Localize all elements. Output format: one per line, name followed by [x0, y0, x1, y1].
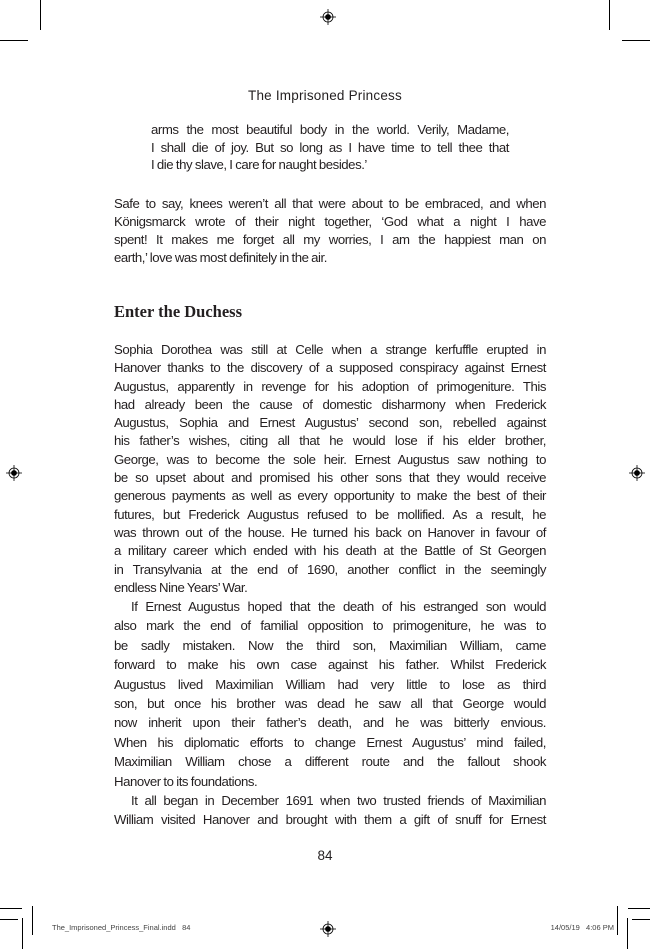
slug-filename: The_Imprisoned_Princess_Final.indd 84 — [52, 923, 191, 932]
text-line: Hanover thanks to the discovery of a supposed conspiracy against Ernest — [114, 360, 546, 376]
text-line: Augustus lived Maximilian William had very little to lose as third — [114, 676, 546, 692]
text-line: a military career which ended with his death at the Battle of St Georgen — [114, 543, 546, 559]
text-line: was thrown out of the house. He turned his back on Hanover in favour of — [114, 524, 546, 540]
text-line: When his diplomatic efforts to change Ernest Augustus’ mind failed, — [114, 734, 546, 750]
text-line: Hanover to its foundations. — [114, 773, 258, 789]
text-line: be so upset about and promised his other sons that they would receive — [114, 470, 546, 486]
text-line: endless Nine Years’ War. — [114, 579, 248, 595]
text-line: had already been the cause of domestic disharmony when Frederick — [114, 396, 546, 412]
running-head: The Imprisoned Princess — [248, 88, 402, 103]
text-line: generous payments as well as every opportunity to make the best of their — [114, 488, 546, 504]
text-line: futures, but Frederick Augustus refused to be mollified. As a result, he — [114, 506, 546, 522]
text-line: earth,’ love was most definitely in the air. — [114, 250, 327, 265]
text-line: now inherit upon their father’s death, and he was bitterly envious. — [114, 715, 546, 731]
text-line: Augustus, Sophia and Ernest Augustus’ second son, rebelled against — [114, 415, 546, 431]
registration-mark-icon — [320, 921, 336, 937]
text-line: Maximilian William chose a different route and the fallout shook — [114, 754, 546, 770]
text-line: George, was to become the sole heir. Ernest Augustus saw nothing to — [114, 451, 546, 467]
text-line: in Transylvania at the end of 1690, another conflict in the seemingly — [114, 561, 546, 577]
paragraph — [114, 597, 546, 830]
text-line: forward to make his own case against his father. Whilst Frederick — [114, 657, 546, 673]
text-line: also mark the end of familial opposition to primogeniture, he was to — [114, 618, 546, 634]
text-line: his father’s wishes, citing all that he would lose if his elder brother, — [114, 433, 546, 449]
registration-mark-icon — [6, 465, 22, 481]
text-line: I shall die of joy. But so long as I have time to tell thee that — [151, 139, 509, 155]
text-line: Königsmarck wrote of their night together, ‘God what a night I have — [114, 214, 546, 229]
section-heading: Enter the Duchess — [114, 302, 243, 321]
text-line: It all began in December 1691 when two trusted friends of Maximilian — [131, 792, 546, 808]
text-line: be sadly mistaken. Now the third son, Maximilian William, came — [114, 637, 546, 653]
slug-timestamp: 14/05/19 4:06 PM — [550, 923, 614, 932]
registration-mark-icon — [629, 465, 645, 481]
text-line: arms the most beautiful body in the world. Verily, Madame, — [151, 122, 509, 137]
text-line: I die thy slave, I care for naught besides.’ — [151, 157, 367, 173]
page-number: 84 — [317, 848, 333, 863]
registration-mark-icon — [320, 9, 336, 25]
block-quote — [151, 121, 509, 174]
text-line: Sophia Dorothea was still at Celle when a strange kerfuffle erupted in — [114, 342, 546, 357]
text-line: spent! It makes me forget all my worries, I am the happiest man on — [114, 232, 546, 247]
text-line: son, but once his brother was dead he saw all that George would — [114, 695, 546, 711]
paragraph — [114, 341, 546, 597]
text-line: William visited Hanover and brought with them a gift of snuff for Ernest — [114, 812, 546, 828]
text-line: If Ernest Augustus hoped that the death of his estranged son would — [131, 599, 546, 614]
paragraph — [114, 195, 546, 267]
text-line: Safe to say, knees weren’t all that were about to be embraced, and when — [114, 196, 546, 211]
text-line: Augustus, apparently in revenge for his adoption of primogeniture. This — [114, 378, 546, 394]
